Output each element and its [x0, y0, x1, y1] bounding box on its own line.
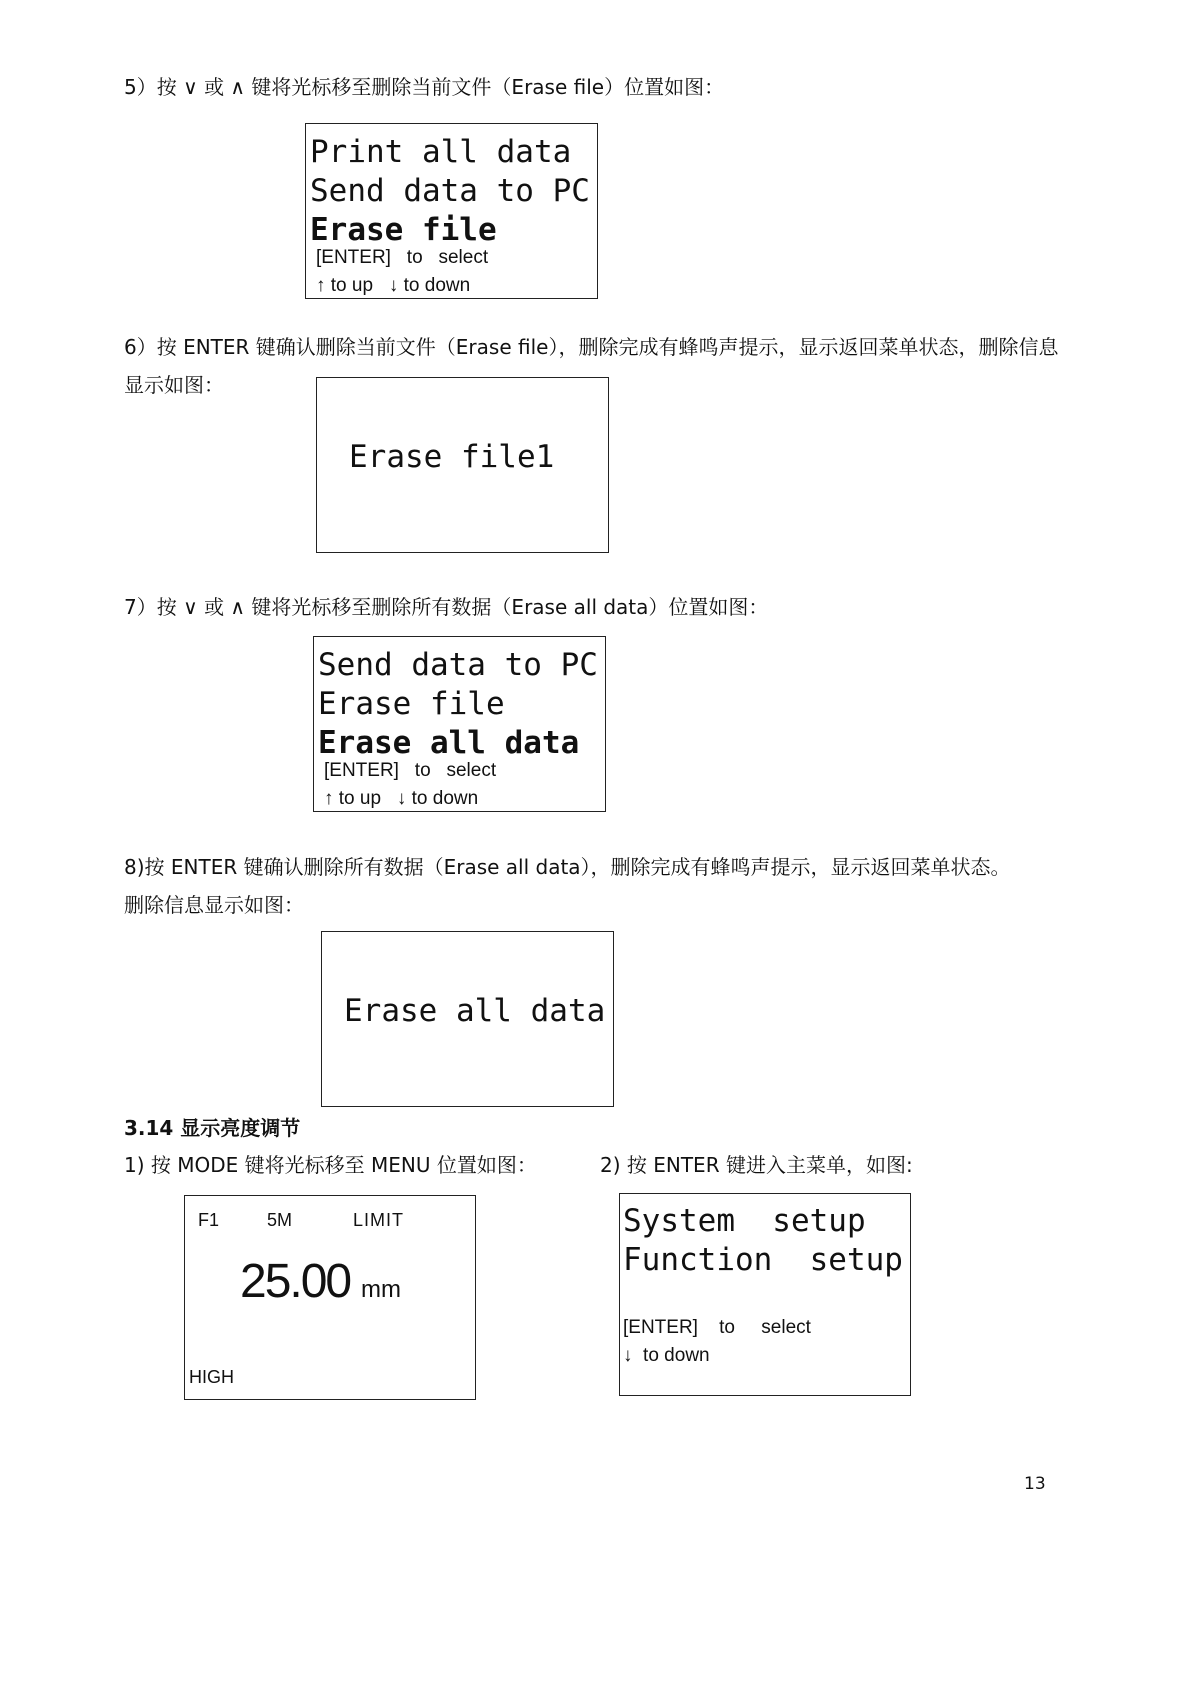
- step-6-text-cont: 显示如图：: [124, 373, 224, 397]
- section-step-2: 2) 按 ENTER 键进入主菜单，如图:: [600, 1153, 913, 1177]
- lcd-screen-menu-erase-file: [305, 123, 598, 299]
- limit-label: LIMIT: [353, 1210, 405, 1230]
- lcd-screen-erase-file-message: [316, 377, 609, 553]
- section-step-1: 1) 按 MODE 键将光标移至 MENU 位置如图：: [124, 1153, 537, 1177]
- menu-line-send-data: Send data to PC: [318, 647, 598, 683]
- hint-down: ↓ to down: [623, 1345, 710, 1366]
- hint-enter-select: [ENTER] to select: [623, 1317, 811, 1338]
- menu-line-erase-file-selected: Erase file: [310, 212, 497, 248]
- probe-mhz-label: 5M: [267, 1210, 293, 1230]
- lcd-screen-main-menu: [619, 1193, 911, 1396]
- lcd-screen-measurement: [184, 1195, 476, 1400]
- menu-line-print-all-data: Print all data: [310, 134, 572, 170]
- page-number: 13: [1024, 1474, 1046, 1494]
- erase-all-message: Erase all data: [344, 993, 606, 1029]
- menu-line-erase-file: Erase file: [318, 686, 505, 722]
- hint-enter-select: [ENTER] to select: [324, 760, 497, 781]
- probe-frequency-label: F1: [198, 1210, 220, 1230]
- unit-label: mm: [361, 1276, 401, 1303]
- step-8-text-cont: 删除信息显示如图：: [124, 893, 304, 917]
- section-heading: 3.14 显示亮度调节: [124, 1116, 301, 1140]
- hint-enter-select: [ENTER] to select: [316, 247, 489, 268]
- erase-file-message: Erase file1: [349, 439, 555, 475]
- step-6-text: 6）按 ENTER 键确认删除当前文件（Erase file），删除完成有蜂鸣声提示，显示返回菜单状态，删除信息: [124, 335, 1059, 359]
- lcd-screen-erase-all-message: [321, 931, 614, 1107]
- lcd-screen-menu-erase-all: [313, 636, 606, 812]
- brightness-label: HIGH: [189, 1367, 234, 1387]
- thickness-reading: 25.00: [240, 1255, 351, 1308]
- menu-line-system-setup: System setup: [623, 1203, 866, 1239]
- step-5-text: 5）按 ∨ 或 ∧ 键将光标移至删除当前文件（Erase file）位置如图：: [124, 75, 725, 99]
- menu-line-send-data: Send data to PC: [310, 173, 590, 209]
- step-8-text: 8)按 ENTER 键确认删除所有数据（Erase all data），删除完成有蜂鸣声提示，显示返回菜单状态。: [124, 855, 1011, 879]
- step-7-text: 7）按 ∨ 或 ∧ 键将光标移至删除所有数据（Erase all data）位置如图：: [124, 595, 769, 619]
- menu-line-erase-all-data-selected: Erase all data: [318, 725, 580, 761]
- hint-up-down: ↑ to up ↓ to down: [324, 788, 479, 809]
- hint-up-down: ↑ to up ↓ to down: [316, 275, 471, 296]
- menu-line-function-setup: Function setup: [623, 1242, 903, 1278]
